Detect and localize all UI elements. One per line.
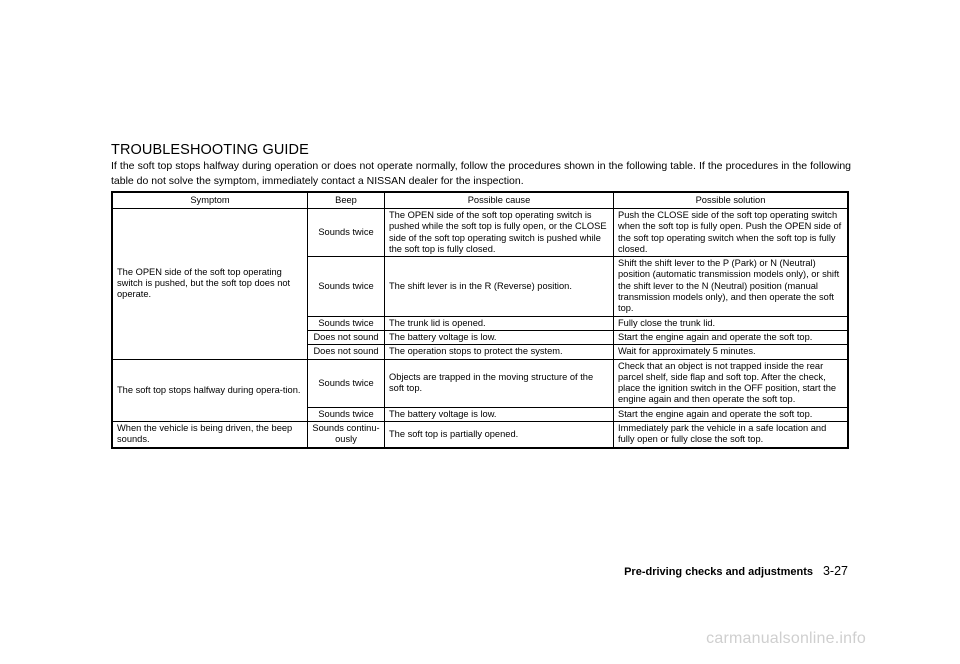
solution-cell: Shift the shift lever to the P (Park) or N (Neutral) position (automatic transmission models only), or shift the shift lever to the N (Neutral) position (manual transmission models only), and then operate the soft top. — [614, 257, 849, 316]
solution-cell: Wait for approximately 5 minutes. — [614, 345, 849, 359]
cause-cell: The OPEN side of the soft top operating switch is pushed while the soft top is fully open, or the CLOSE side of the soft top operating switch is pushed while the soft top is fully closed. — [385, 209, 614, 257]
beep-cell: Does not sound — [308, 345, 385, 359]
beep-cell: Sounds twice — [308, 257, 385, 316]
troubleshooting-table — [111, 191, 849, 449]
table-row — [112, 422, 848, 448]
beep-cell: Sounds twice — [308, 359, 385, 407]
intro-paragraph: If the soft top stops halfway during operation or does not operate normally, follow the procedures shown in the following table. If the procedures in the following table do not solve the symptom, immediately contact a NISSAN dealer for the inspection. — [111, 160, 851, 187]
beep-cell: Sounds twice — [308, 316, 385, 330]
cause-cell: Objects are trapped in the moving structure of the soft top. — [385, 359, 614, 407]
footer-section-title: Pre-driving checks and adjustments — [624, 566, 813, 578]
table-row — [112, 209, 848, 257]
page-footer — [624, 564, 848, 578]
header-possible-solution: Possible solution — [614, 192, 849, 209]
cause-cell: The battery voltage is low. — [385, 407, 614, 421]
watermark: carmanualsonline.info — [706, 630, 866, 647]
beep-cell: Sounds continu-ously — [308, 422, 385, 448]
symptom-cell: The OPEN side of the soft top operating switch is pushed, but the soft top does not operate. — [112, 209, 308, 360]
table-header-row — [112, 192, 848, 209]
page-number: 3-27 — [822, 564, 848, 578]
solution-cell: Fully close the trunk lid. — [614, 316, 849, 330]
table-row — [112, 359, 848, 407]
cause-cell: The operation stops to protect the system. — [385, 345, 614, 359]
solution-cell: Start the engine again and operate the soft top. — [614, 407, 849, 421]
symptom-cell: When the vehicle is being driven, the beep sounds. — [112, 422, 308, 448]
beep-cell: Sounds twice — [308, 209, 385, 257]
solution-cell: Push the CLOSE side of the soft top operating switch when the soft top is fully open. Push the OPEN side of the soft top operating switch when the soft top is fully closed. — [614, 209, 849, 257]
beep-cell: Does not sound — [308, 330, 385, 344]
header-symptom: Symptom — [112, 192, 308, 209]
beep-cell: Sounds twice — [308, 407, 385, 421]
solution-cell: Start the engine again and operate the soft top. — [614, 330, 849, 344]
header-beep: Beep — [308, 192, 385, 209]
header-possible-cause: Possible cause — [385, 192, 614, 209]
solution-cell: Immediately park the vehicle in a safe location and fully open or fully close the soft top. — [614, 422, 849, 448]
cause-cell: The shift lever is in the R (Reverse) position. — [385, 257, 614, 316]
cause-cell: The soft top is partially opened. — [385, 422, 614, 448]
cause-cell: The trunk lid is opened. — [385, 316, 614, 330]
solution-cell: Check that an object is not trapped inside the rear parcel shelf, side flap and soft top. After the check, place the ignition switch in the OFF position, start the engine again and then operate the soft top. — [614, 359, 849, 407]
page-title: TROUBLESHOOTING GUIDE — [111, 142, 309, 158]
cause-cell: The battery voltage is low. — [385, 330, 614, 344]
symptom-cell: The soft top stops halfway during opera-tion. — [112, 359, 308, 421]
